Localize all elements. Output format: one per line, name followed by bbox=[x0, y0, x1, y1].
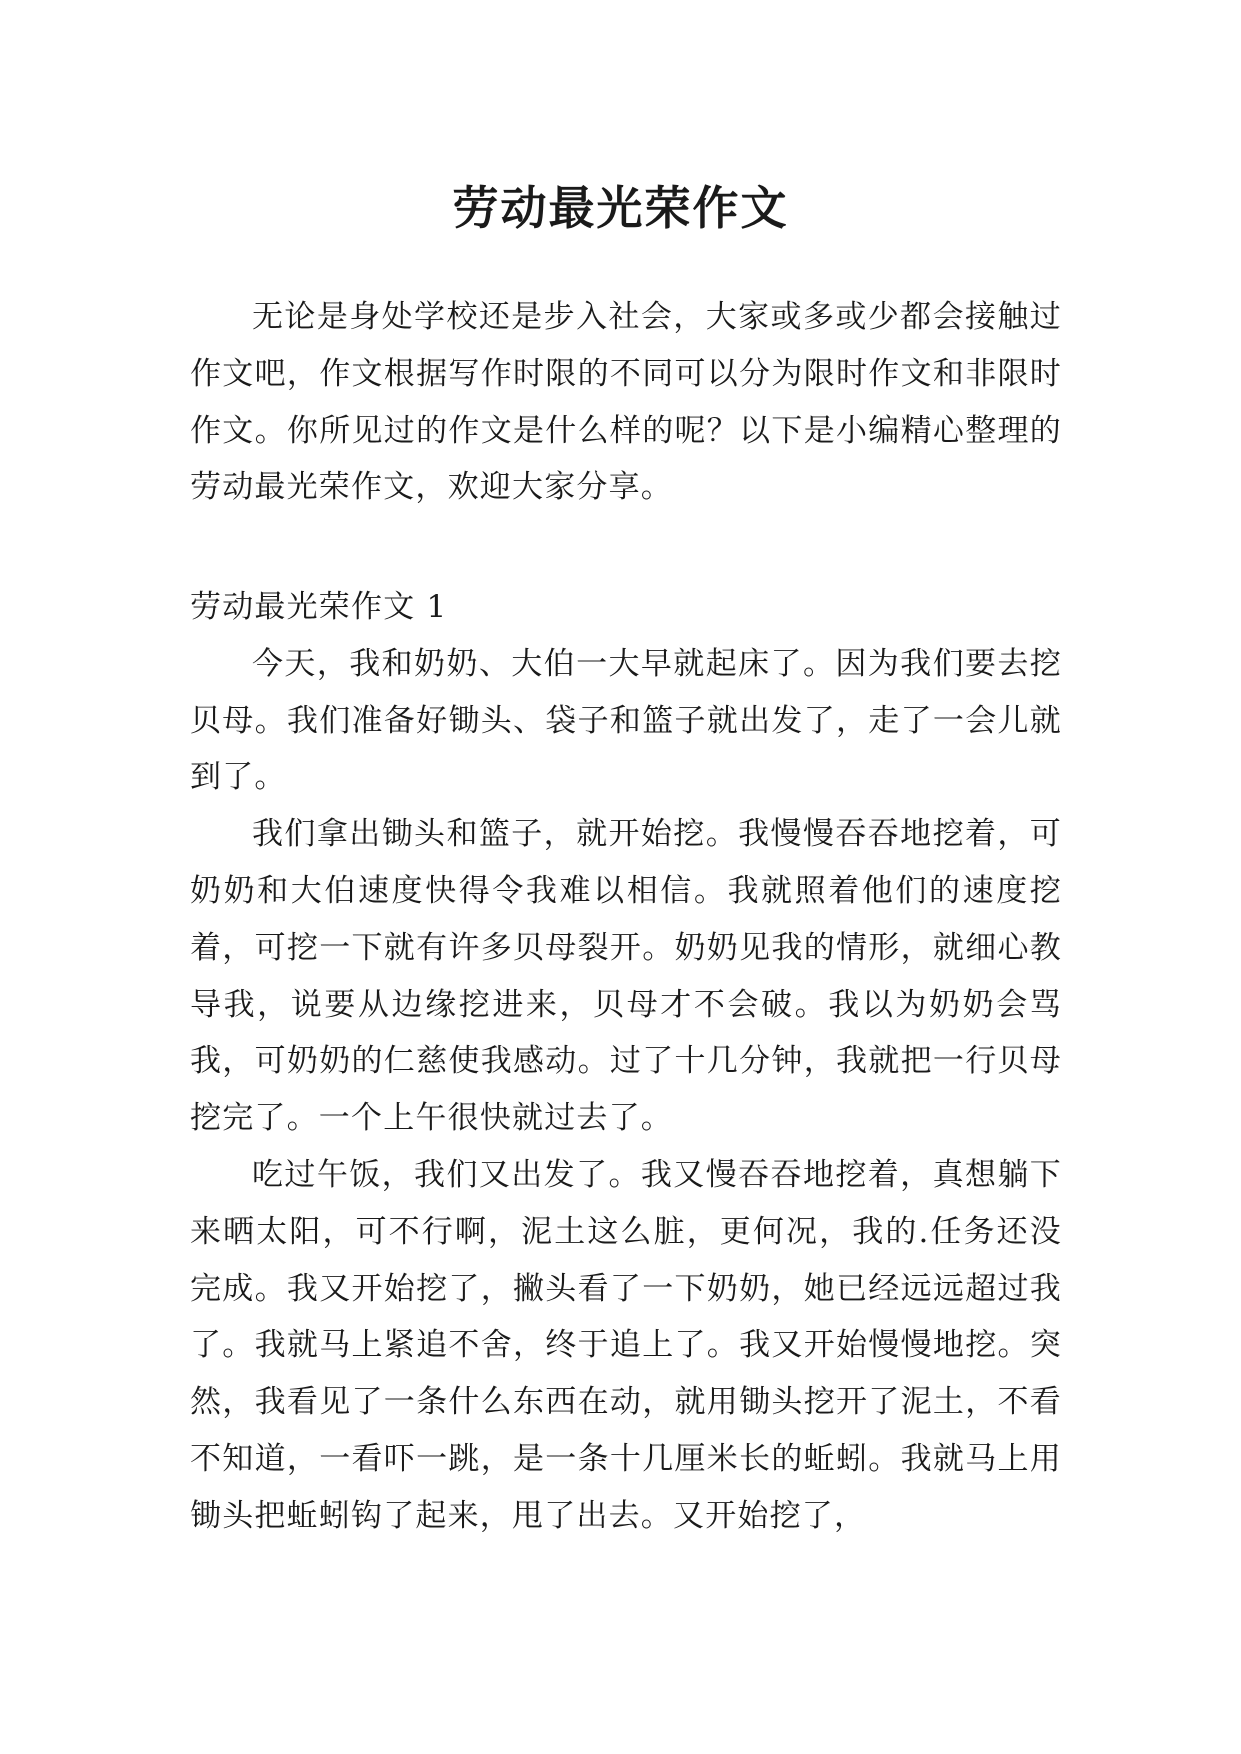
essay-section bbox=[190, 579, 1062, 1545]
intro-block bbox=[190, 289, 1062, 516]
body-paragraph: 吃过午饭，我们又出发了。我又慢吞吞地挖着，真想躺下来晒太阳，可不行啊，泥土这么脏，更何况，我的.任务还没完成。我又开始挖了，撇头看了一下奶奶，她已经远远超过我了。我就马上紧追不舍，终于追上了。我又开始慢慢地挖。突然，我看见了一条什么东西在动，就用锄头挖开了泥土，不看不知道，一看吓一跳，是一条十几厘米长的蚯蚓。我就马上用锄头把蚯蚓钩了起来，甩了出去。又开始挖了， bbox=[190, 1156, 1062, 1534]
body-paragraph: 我们拿出锄头和篮子，就开始挖。我慢慢吞吞地挖着，可奶奶和大伯速度快得令我难以相信。我就照着他们的速度挖着，可挖一下就有许多贝母裂开。奶奶见我的情形，就细心教导我，说要从边缘挖进来，贝母才不会破。我以为奶奶会骂我，可奶奶的仁慈使我感动。过了十几分钟，我就把一行贝母挖完了。一个上午很快就过去了。 bbox=[190, 816, 1062, 1137]
page-title: 劳动最光荣作文 bbox=[452, 180, 789, 235]
intro-paragraph: 无论是身处学校还是步入社会，大家或多或少都会接触过作文吧，作文根据写作时限的不同可以分为限时作文和非限时作文。你所见过的作文是什么样的呢？以下是小编精心整理的劳动最光荣作文，欢迎大家分享。 bbox=[190, 299, 1062, 506]
section-heading: 劳动最光荣作文 1 bbox=[190, 589, 448, 625]
body-paragraph: 今天，我和奶奶、大伯一大早就起床了。因为我们要去挖贝母。我们准备好锄头、袋子和篮子就出发了，走了一会儿就到了。 bbox=[190, 645, 1062, 796]
